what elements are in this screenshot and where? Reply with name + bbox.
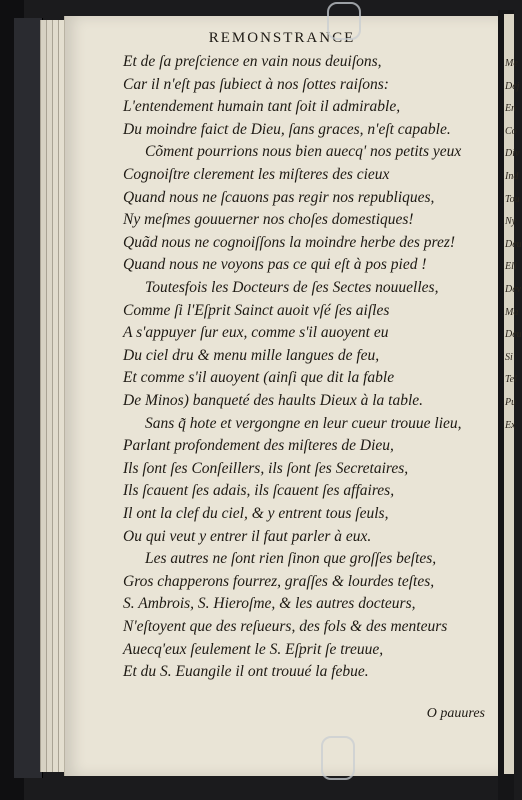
- facing-page-fragment: Co: [505, 125, 517, 137]
- verse-line: Comme ſi l'Eſprit Sainct auoit vſé ſes aiſles: [123, 301, 390, 319]
- page-clip: [321, 736, 355, 780]
- verse-line: Ny meſmes gouuerner nos choſes domestiques!: [123, 211, 414, 229]
- facing-page-fragment: Deu: [505, 329, 522, 341]
- facing-page-fragment: Ind: [505, 171, 519, 182]
- facing-page-fragment: En: [505, 103, 517, 115]
- facing-page-fragment: Ell: [505, 261, 517, 273]
- verse-line: Ou qui veut y entrer il faut parler à eux.: [123, 527, 372, 545]
- facing-page-edge: [504, 14, 522, 774]
- verse-line: Les autres ne ſont rien ſinon que groſſes beſtes,: [145, 550, 437, 568]
- verse-line: A s'appuyer ſur eux, comme s'il auoyent eu: [123, 324, 389, 342]
- verse-line: Sans q̃ hote et vergongne en leur cueur trouue lieu,: [145, 414, 462, 432]
- facing-page-fragment: Ny: [505, 216, 517, 228]
- facing-page-fragment: Ex: [505, 419, 516, 431]
- verse-line: Toutesfois les Docteurs de ſes Sectes nouuelles,: [145, 279, 439, 296]
- verse-line: Du ciel dru & menu mille langues de feu,: [123, 346, 380, 364]
- verse-line: Car il n'eſt pas ſubiect à nos ſottes raiſons:: [123, 75, 389, 93]
- verse-line: Et du S. Euangile il ont trouué la febue.: [123, 663, 369, 681]
- facing-page-fragment: Deu: [505, 238, 522, 250]
- verse-line: Cognoiſtre clerement les miſteres des cieux: [123, 166, 390, 183]
- facing-page-fragment: Div: [505, 148, 520, 160]
- facing-page-fragment: Pu: [505, 397, 517, 408]
- verse-line: Cõment pourrions nous bien auecq' nos petits yeux: [145, 143, 462, 161]
- verse-line: Ils ſcauent ſes adais, ils ſcauent ſes affaires,: [123, 482, 395, 500]
- verse-line: Parlant profondement des miſteres de Dieu,: [123, 437, 394, 455]
- verse-line: S. Ambrois, S. Hieroſme, & les autres docteurs,: [123, 595, 416, 613]
- verse-line: Ils ſont ſes Conſeillers, ils ſont ſes Secretaires,: [123, 459, 409, 477]
- facing-page-fragment: Me: [505, 58, 518, 69]
- verse-line: N'eſtoyent que des reſueurs, des fols & des menteurs: [123, 618, 448, 635]
- facing-page-fragment: Tel: [505, 374, 517, 386]
- verse-line: Quand nous ne voyons pas ce qui eſt à pos pied !: [123, 256, 427, 274]
- verse-line: Et comme s'il auoyent (ainſi que dit la fable: [123, 369, 395, 387]
- verse-line: Quãd nous ne cognoiſſons la moindre herbe des prez!: [123, 233, 456, 251]
- facing-page-fragment: Dej: [505, 80, 520, 92]
- facing-page-fragment: Dev: [505, 284, 522, 295]
- verse-line: Et de ſa preſcience en vain nous deuiſons,: [123, 53, 382, 70]
- verse-line: Quand nous ne ſcauons pas regir nos republiques,: [123, 188, 435, 206]
- verse-line: Il ont la clef du ciel, & y entrent tous ſeuls,: [123, 505, 389, 522]
- page-clip: [327, 2, 361, 40]
- running-head: REMONSTRANCE: [208, 30, 356, 46]
- facing-page-fragment: Tou: [505, 193, 520, 205]
- facing-page-fragment: Ma: [505, 306, 519, 318]
- catchword: O pauures: [426, 706, 485, 721]
- verse-line: Du moindre faict de Dieu, ſans graces, n'eſt capable.: [123, 120, 451, 138]
- verse-line: Gros chapperons fourrez, graſſes & lourdes teſtes,: [123, 572, 435, 590]
- cover-board: [14, 18, 43, 778]
- verse-line: Auecq'eux ſeulement le S. Eſprit ſe treuue,: [123, 640, 384, 658]
- verse-line: L'entendement humain tant ſoit il admirable,: [123, 98, 401, 116]
- facing-page-fragment: Si: [505, 351, 513, 363]
- book-page: [64, 16, 499, 776]
- verse-line: De Minos) banqueté des haults Dieux à la table.: [123, 392, 424, 409]
